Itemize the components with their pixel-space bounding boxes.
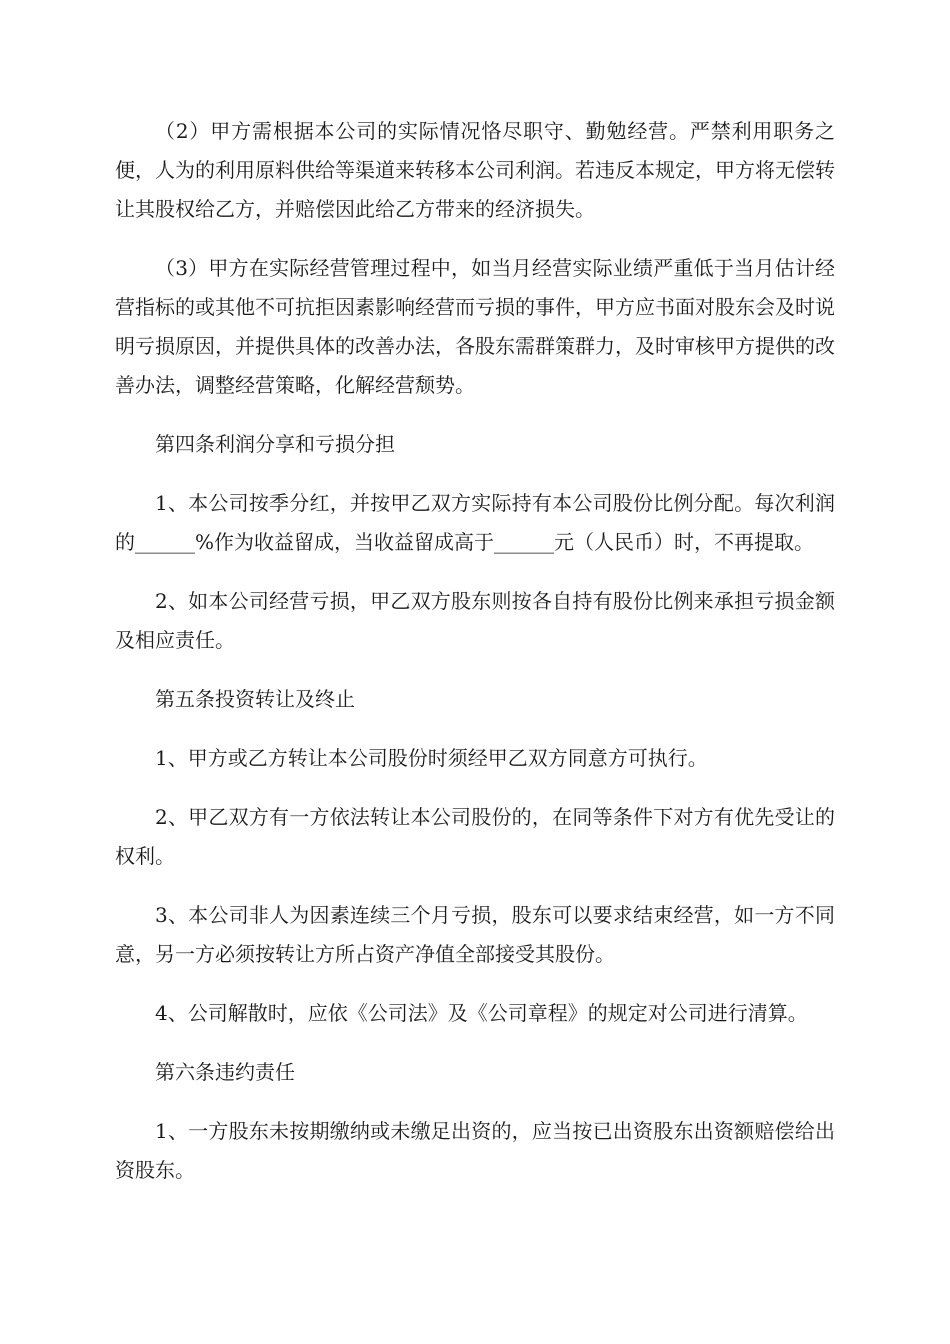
paragraph-article-4-item-2: 2、如本公司经营亏损，甲乙双方股东则按各自持有股份比例来承担亏损金额及相应责任。 xyxy=(115,589,835,652)
section-heading-article-5: 第五条投资转让及终止 xyxy=(155,687,355,711)
paragraph-article-5-item-1: 1、甲方或乙方转让本公司股份时须经甲乙双方同意方可执行。 xyxy=(155,746,708,770)
paragraph-article-5-item-2: 2、甲乙双方有一方依法转让本公司股份的，在同等条件下对方有优先受让的权利。 xyxy=(115,805,835,868)
paragraph-article-5-item-4: 4、公司解散时，应依《公司法》及《公司章程》的规定对公司进行清算。 xyxy=(155,1001,808,1025)
section-heading-article-4: 第四条利润分享和亏损分担 xyxy=(155,432,395,456)
paragraph-article-5-item-3: 3、本公司非人为因素连续三个月亏损，股东可以要求结束经营，如一方不同意，另一方必须按转让方所占资产净值全部接受其股份。 xyxy=(115,903,835,966)
section-heading-article-6: 第六条违约责任 xyxy=(155,1060,295,1084)
paragraph-article-6-item-1: 1、一方股东未按期缴纳或未缴足出资的，应当按已出资股东出资额赔偿给出资股东。 xyxy=(115,1119,835,1182)
paragraph-clause-3-3: （3）甲方在实际经营管理过程中，如当月经营实际业绩严重低于当月估计经营指标的或其他不可抗拒因素影响经营而亏损的事件，甲方应书面对股东会及时说明亏损原因，并提供具体的改善办法，各股东需群策群力，及时审核甲方提供的改善办法，调整经营策略，化解经营颓势。 xyxy=(115,256,835,397)
paragraph-article-4-item-1: 1、本公司按季分红，并按甲乙双方实际持有本公司股份比例分配。每次利润的______%作为收益留成，当收益留成高于______元（人民币）时，不再提取。 xyxy=(115,491,835,554)
document-body xyxy=(115,112,835,1210)
paragraph-clause-3-2: （2）甲方需根据本公司的实际情况恪尽职守、勤勉经营。严禁利用职务之便，人为的利用原料供给等渠道来转移本公司利润。若违反本规定，甲方将无偿转让其股权给乙方，并赔偿因此给乙方带来的经济损失。 xyxy=(115,119,835,221)
